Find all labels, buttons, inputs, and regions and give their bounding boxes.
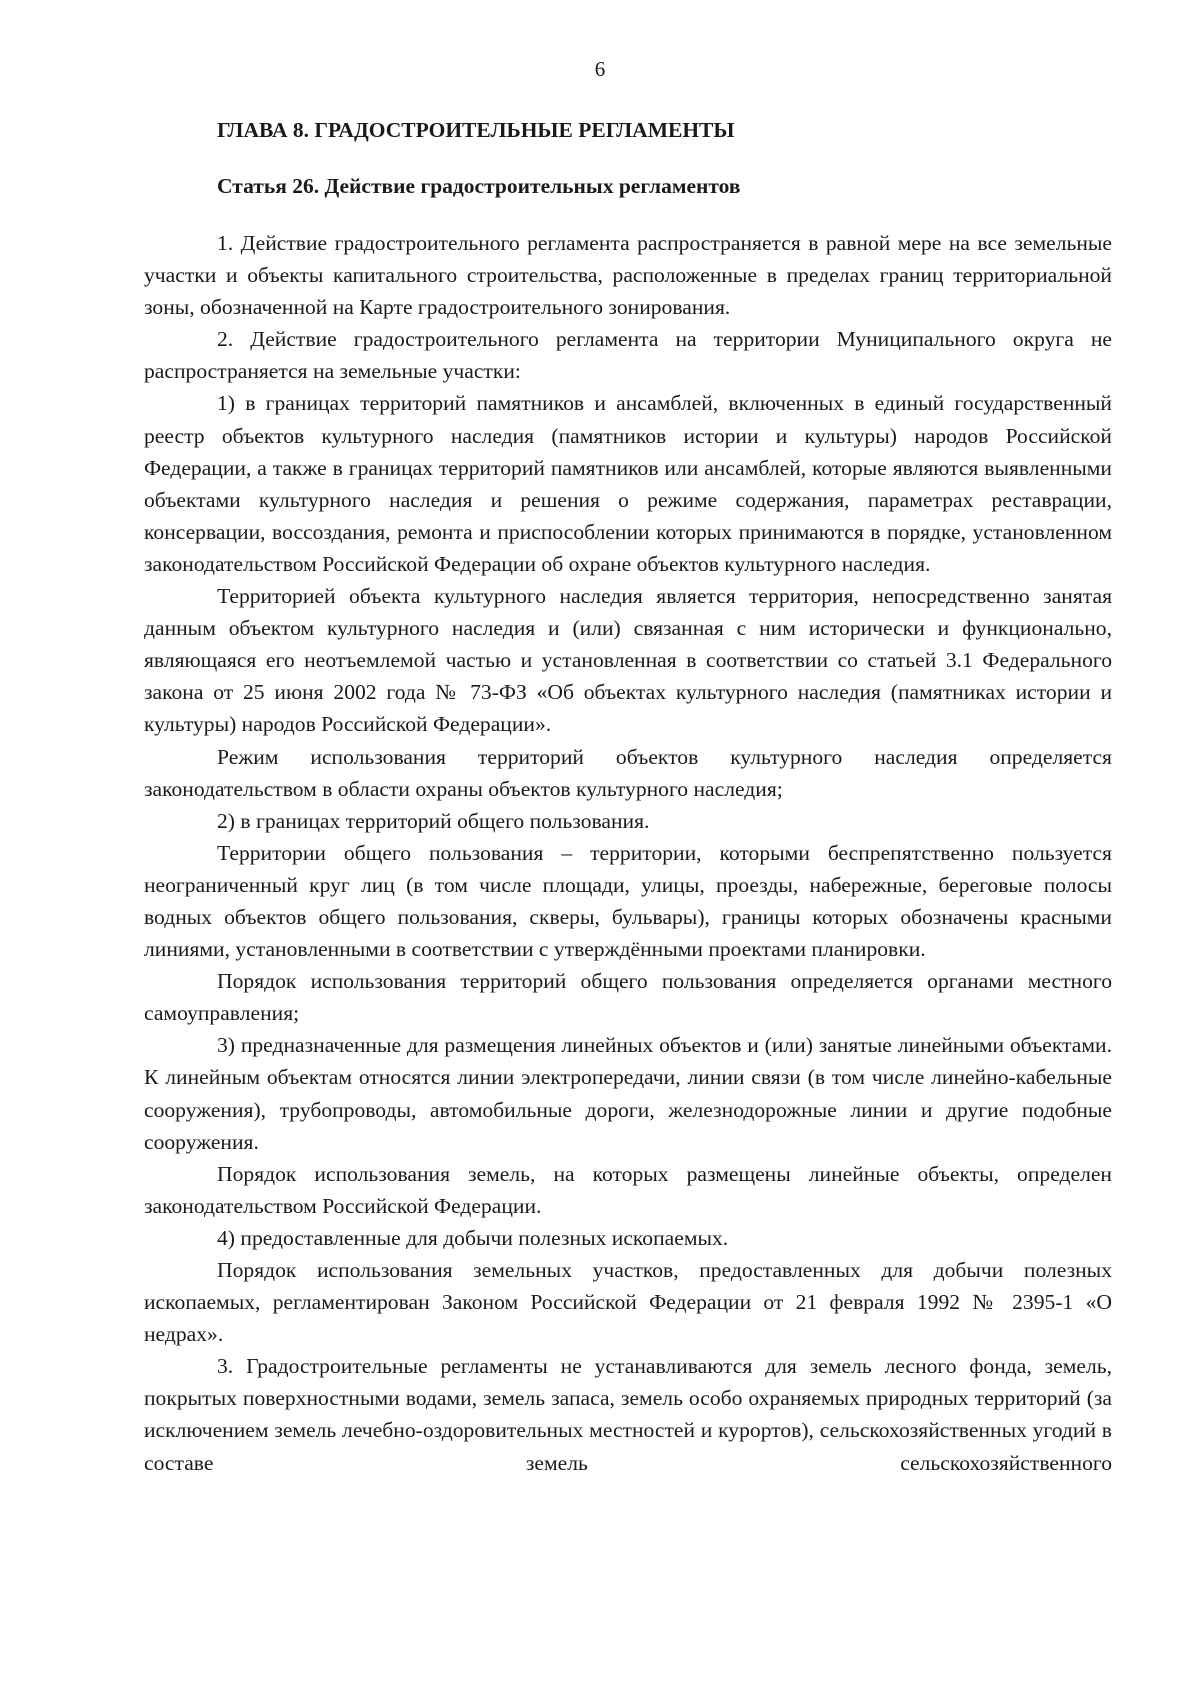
paragraph: 3) предназначенные для размещения линейных объектов и (или) занятые линейными объектами. К линейным объектам относятся линии электропередачи, линии связи (в том числе линейно-кабельные сооружения), трубопроводы, автомобильные дороги, железнодорожные линии и другие подобные сооружения. — [144, 1033, 1112, 1154]
paragraph: Режим использования территорий объектов культурного наследия определяется законодательством в области охраны объектов культурного наследия; — [144, 744, 1112, 801]
paragraph: 3. Градостроительные регламенты не устанавливаются для земель лесного фонда, земель, покрытых поверхностными водами, земель запаса, земель особо охраняемых природных территорий (за исключением земель лечебно-оздоровительных местностей и курортов), сельскохозяйственных угодий в составе земель сельскохозяйственного — [144, 1354, 1112, 1475]
paragraph: Порядок использования земельных участков, предоставленных для добычи полезных ископаемых, регламентирован Законом Российской Федерации от 21 февраля 1992 № 2395-1 «О недрах». — [144, 1258, 1112, 1347]
paragraph: 4) предоставленные для добычи полезных ископаемых. — [217, 1225, 729, 1250]
page-number: 6 — [594, 57, 606, 81]
chapter-title: ГЛАВА 8. ГРАДОСТРОИТЕЛЬНЫЕ РЕГЛАМЕНТЫ — [217, 118, 735, 142]
article-body — [144, 227, 1112, 1479]
paragraph: Территории общего пользования – территории, которыми беспрепятственно пользуется неограниченный круг лиц (в том числе площади, улицы, проезды, набережные, береговые полосы водных объектов общего пользования, скверы, бульвары), границы которых обозначены красными линиями, установленными в соответствии с утверждёнными проектами планировки. — [144, 840, 1112, 962]
paragraph: Порядок использования земель, на которых размещены линейные объекты, определен законодательством Российской Федерации. — [144, 1161, 1112, 1218]
paragraph: 2. Действие градостроительного регламента на территории Муниципального округа не распространяется на земельные участки: — [144, 327, 1112, 384]
paragraph: 2) в границах территорий общего пользования. — [217, 808, 650, 833]
paragraph: 1. Действие градостроительного регламента распространяется в равной мере на все земельные участки и объекты капитального строительства, расположенные в пределах границ территориальной зоны, обозначенной на Карте градостроительного зонирования. — [144, 231, 1112, 320]
paragraph: Территорией объекта культурного наследия является территория, непосредственно занятая данным объектом культурного наследия и (или) связанная с ним исторически и функционально, являющаяся его неотъемлемой частью и установленная в соответствии со статьей 3.1 Федерального закона от 25 июня 2002 года № 73-ФЗ «Об объектах культурного наследия (памятниках истории и культуры) народов Российской Федерации». — [144, 584, 1112, 737]
article-title: Статья 26. Действие градостроительных регламентов — [217, 174, 741, 198]
paragraph: Порядок использования территорий общего пользования определяется органами местного самоуправления; — [144, 969, 1112, 1026]
paragraph: 1) в границах территорий памятников и ансамблей, включенных в единый государственный реестр объектов культурного наследия (памятников истории и культуры) народов Российской Федерации, а также в границах территорий памятников или ансамблей, которые являются выявленными объектами культурного наследия и решения о режиме содержания, параметрах реставрации, консервации, воссоздания, ремонта и приспособлении которых принимаются в порядке, установленном законодательством Российской Федерации об охране объектов культурного наследия. — [144, 391, 1112, 576]
